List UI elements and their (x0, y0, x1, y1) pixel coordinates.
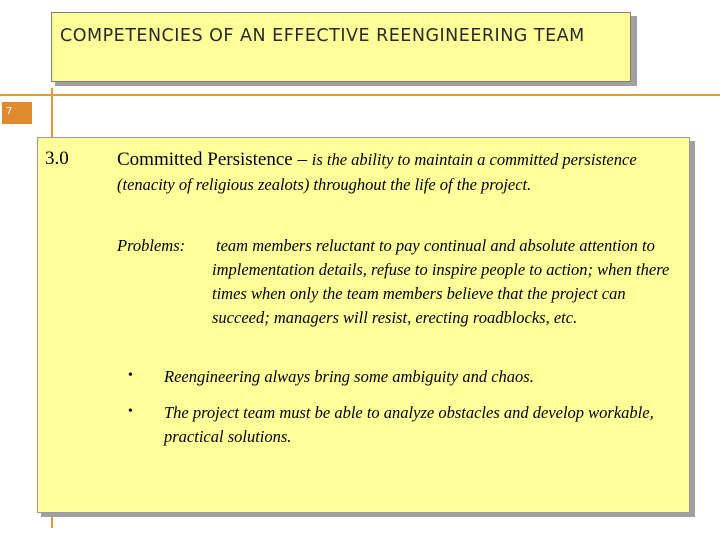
slide-number-badge (2, 102, 32, 124)
content-box (37, 137, 690, 513)
item-number: 3.0 (45, 148, 69, 169)
heading-paragraph (117, 147, 677, 197)
bullet-item-1: Reengineering always bring some ambiguity and chaos. (164, 367, 534, 386)
slide-title: COMPETENCIES OF AN EFFECTIVE REENGINEERING TEAM (60, 26, 585, 46)
heading-definition: is the ability to maintain a committed persistence (tenacity of religious zealots) throughout the life of the project. (117, 150, 637, 194)
bullet-glyph-1: • (128, 368, 133, 383)
title-box (51, 12, 631, 82)
slide-number: 7 (6, 106, 13, 117)
problems-label: Problems: (117, 236, 186, 255)
problems-text: team members reluctant to pay continual and absolute attention to implementation details, refuse to inspire people to action; when there times when only the team members believe that the project can succeed; managers will resist, erecting roadblocks, etc. (212, 236, 670, 327)
horizontal-rule (0, 94, 720, 96)
heading-title: Committed Persistence (117, 149, 293, 170)
bullet-item-2: The project team must be able to analyze obstacles and develop workable, practical solutions. (164, 403, 654, 446)
footer-watermark (393, 521, 483, 531)
bullet-glyph-2: • (128, 404, 133, 419)
heading-separator: – (292, 149, 312, 170)
